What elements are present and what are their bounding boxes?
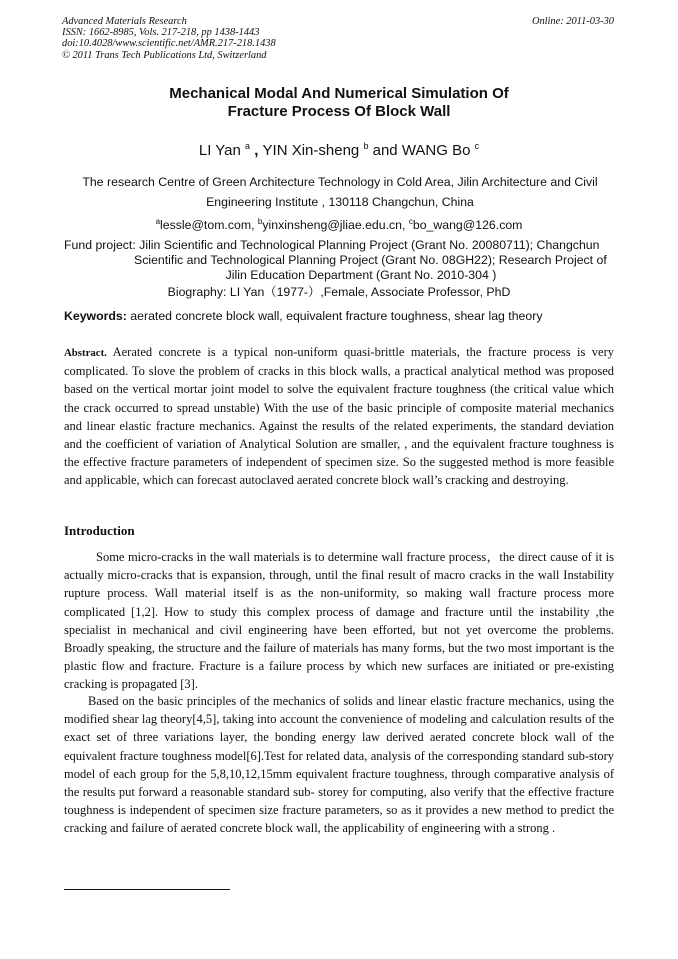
doi-line: doi:10.4028/www.scientific.net/AMR.217-218.1438 xyxy=(62,38,276,50)
keywords-text: aerated concrete block wall, equivalent fracture toughness, shear lag theory xyxy=(126,309,543,323)
fund-line-1: Fund project: Jilin Scientific and Technological Planning Project (Grant No. 20080711); Changchun xyxy=(64,238,600,252)
author-list xyxy=(0,137,678,160)
author-2-sup: b xyxy=(363,141,369,151)
issn-line: ISSN: 1662-8985, Vols. 217-218, pp 1438-1443 xyxy=(62,27,260,39)
paper-title xyxy=(0,85,678,121)
author-3-sup: c xyxy=(474,141,480,151)
title-line-1: Mechanical Modal And Numerical Simulation Of xyxy=(169,85,509,102)
abstract-label: Abstract. xyxy=(64,347,107,359)
keywords xyxy=(64,309,624,324)
journal-header xyxy=(62,16,276,61)
title-line-2: Fracture Process Of Block Wall xyxy=(227,103,451,120)
author-1-sup: a xyxy=(245,141,251,151)
email-a-sup: a xyxy=(155,217,161,226)
introduction-heading: Introduction xyxy=(64,523,135,538)
copyright-line: © 2011 Trans Tech Publications Ltd, Switzerland xyxy=(62,49,267,61)
abstract-text: Aerated concrete is a typical non-uniform quasi-brittle materials, the fracture process is very complicated. To slove the problem of cracks in this block walls, a practical analytical method was proposed based on the vertical mortar joint model to solve the equivalent fracture toughness (the critical value which the crack occurred to spread unstable) With the use of the basic principle of composite material mechanics and linear elastic fracture mechanics. Against the results of the related experiments, the standard deviation and the coefficient of variation of Analytical Solution are smaller, , and the equivalent fracture toughness is the effective fracture parameters of independent of specimen size. So the suggested method is more feasible and applicable, which can forecast autoclaved aerated concrete block wall’s cracking and destroying. xyxy=(64,345,614,488)
intro-paragraph-2: Based on the basic principles of the mechanics of solids and linear elastic fracture mechanics, using the modified shear lag theory[4,5], taking into account the convenience of modeling and calculation results of the exact set of three variations layer, the bonding energy law derived aerated concrete block wall of the equivalent fracture toughness model[6].Test for related data, analysis of the corresponding standard sub-story model of each group for the 5,8,10,12,15mm equivalent fracture toughness, through comparative analysis of the results put forward a reasonable standard sub- storey for computing, also verify that the effective fracture toughness is independent of specimen size fracture parameters, so as it provides a new method to predict the cracking and failure of aerated concrete block wall, the applicability of engineering with a strong . xyxy=(64,694,614,836)
email-c: bo_wang@126.com xyxy=(412,218,523,233)
email-line xyxy=(0,213,678,234)
intro-paragraph-1: Some micro-cracks in the wall materials is to determine wall fracture process，the direct cause of it is actually micro-cracks that is expansion, through, until the final result of macro cracks in the wall Instability rupture process. Wall material itself is as the non-uniformity, so making wall fracture process more complicated [1,2]. How to study this complex process of damage and fracture until the instability ,the specialist in mechanical and civil engineering have been efforted, but not yet overcome the problems. Broadly speaking, the structure and the failure of materials has many forms, but the two most important is the plastic flow and fracture. Fracture is a failure process by which new surfaces are initiated or pre-existing cracking is propagated [3]. xyxy=(64,550,614,692)
author-separator-2: and xyxy=(368,142,402,159)
fund-line-2: Scientific and Technological Planning Project (Grant No. 08GH22); Research Project of xyxy=(134,253,607,267)
email-b: yinxinsheng@jliae.edu.cn, xyxy=(262,218,409,233)
affiliation xyxy=(70,173,610,212)
footnote-rule xyxy=(64,889,230,890)
author-separator-1: , xyxy=(250,142,263,159)
author-3: WANG Bo xyxy=(401,142,471,159)
journal-name: Advanced Materials Research xyxy=(62,16,187,27)
fund-project xyxy=(64,238,624,283)
biography: Biography: LI Yan（1977-）,Female, Associate Professor, PhD xyxy=(167,285,511,299)
email-a: lessle@tom.com, xyxy=(160,218,258,233)
online-date: Online: 2011-03-30 xyxy=(531,16,614,27)
affiliation-line-1: The research Centre of Green Architecture Technology in Cold Area, Jilin Architecture and Civil xyxy=(82,175,598,189)
affiliation-line-2: Engineering Institute , 130118 Changchun, China xyxy=(206,194,474,209)
email-b-sup: b xyxy=(257,217,263,226)
fund-line-3: Jilin Education Department (Grant No. 2010-304 ) xyxy=(225,268,497,282)
keywords-label: Keywords: xyxy=(64,309,127,323)
email-c-sup: c xyxy=(408,217,413,226)
abstract xyxy=(64,343,614,490)
author-1: LI Yan xyxy=(198,142,241,159)
author-2: YIN Xin-sheng xyxy=(262,142,360,159)
